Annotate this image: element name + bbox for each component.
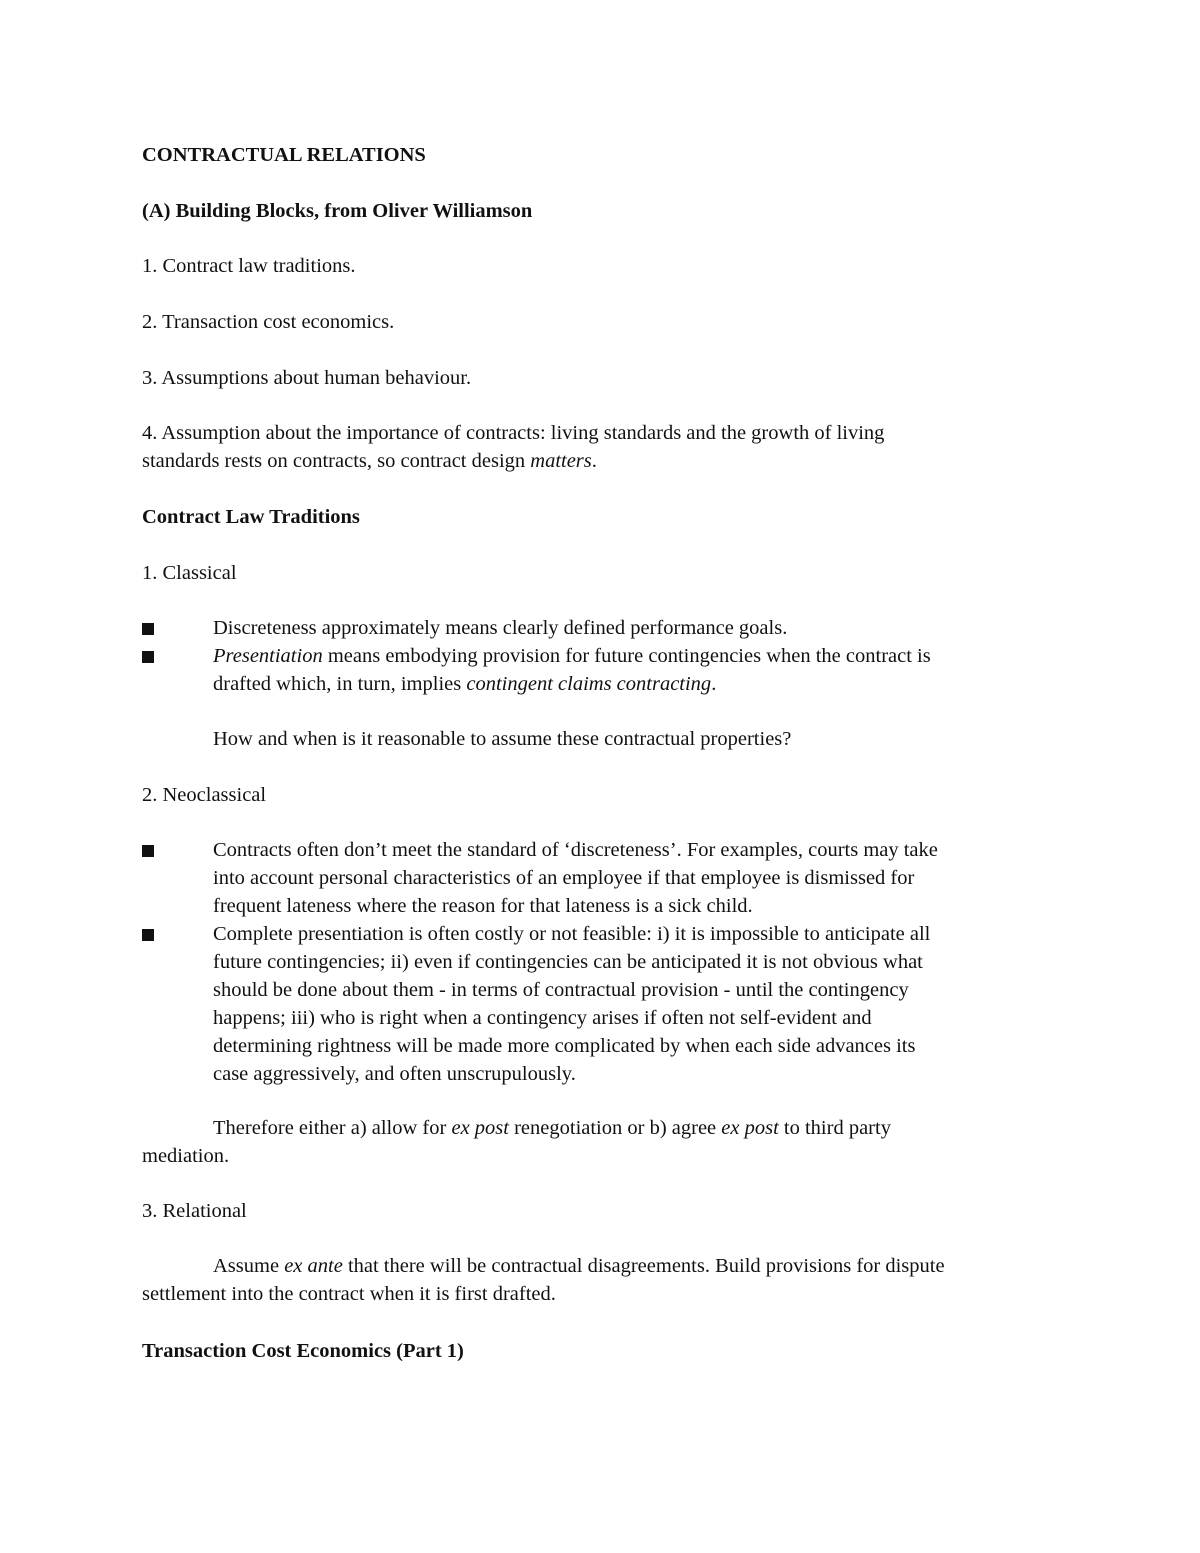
bullet-icon bbox=[142, 651, 154, 663]
bullet-text-continuation: future contingencies; ii) even if contingencies can be anticipated it is not obvious what bbox=[213, 951, 923, 973]
emphasis: ex post bbox=[451, 1117, 509, 1139]
list-item: 4. Assumption about the importance of contracts: living standards and the growth of living bbox=[142, 422, 885, 444]
bullet-icon bbox=[142, 623, 154, 635]
text-run: to third party bbox=[778, 1117, 891, 1139]
bullet-text bbox=[213, 642, 931, 670]
bullet-text-continuation: should be done about them - in terms of contractual provision - until the contingency bbox=[213, 979, 909, 1001]
bullet-icon bbox=[142, 929, 154, 941]
bullet-icon bbox=[142, 845, 154, 857]
bullet-text-continuation: case aggressively, and often unscrupulously. bbox=[213, 1063, 576, 1085]
neoclassical-label: 2. Neoclassical bbox=[142, 784, 267, 806]
bullet-text: Discreteness approximately means clearly defined performance goals. bbox=[213, 617, 788, 639]
bullet-text-continuation: determining rightness will be made more complicated by when each side advances its bbox=[213, 1035, 916, 1057]
therefore-paragraph bbox=[213, 1114, 891, 1142]
document-title: CONTRACTUAL RELATIONS bbox=[142, 144, 426, 166]
text-run: that there will be contractual disagreements. Build provisions for dispute bbox=[342, 1255, 945, 1277]
bullet-text-continuation: into account personal characteristics of an employee if that employee is dismissed for bbox=[213, 867, 915, 889]
list-item-continuation bbox=[142, 447, 597, 475]
emphasis: ex ante bbox=[284, 1255, 343, 1277]
classical-label: 1. Classical bbox=[142, 562, 237, 584]
bullet-text-continuation: frequent lateness where the reason for that lateness is a sick child. bbox=[213, 895, 753, 917]
contract-law-heading: Contract Law Traditions bbox=[142, 506, 360, 528]
text-run: standards rests on contracts, so contract design bbox=[142, 450, 531, 472]
emphasis: ex post bbox=[721, 1117, 779, 1139]
tce-heading: Transaction Cost Economics (Part 1) bbox=[142, 1340, 464, 1362]
bullet-text: Complete presentiation is often costly or not feasible: i) it is impossible to anticipate all bbox=[213, 923, 931, 945]
classical-question: How and when is it reasonable to assume these contractual properties? bbox=[213, 728, 792, 750]
text-run: . bbox=[711, 673, 717, 695]
list-item: 1. Contract law traditions. bbox=[142, 255, 356, 277]
bullet-text-continuation bbox=[213, 670, 716, 698]
list-item: 2. Transaction cost economics. bbox=[142, 311, 395, 333]
bullet-text-continuation: happens; iii) who is right when a contingency arises if often not self-evident and bbox=[213, 1007, 872, 1029]
text-run: means embodying provision for future contingencies when the contract is bbox=[322, 645, 931, 667]
bullet-text: Contracts often don’t meet the standard of ‘discreteness’. For examples, courts may take bbox=[213, 839, 938, 861]
therefore-paragraph-continuation: mediation. bbox=[142, 1145, 230, 1167]
emphasis: Presentiation bbox=[213, 645, 323, 667]
list-item: 3. Assumptions about human behaviour. bbox=[142, 367, 472, 389]
text-run: drafted which, in turn, implies bbox=[213, 673, 467, 695]
relational-paragraph-continuation: settlement into the contract when it is first drafted. bbox=[142, 1283, 556, 1305]
text-run: renegotiation or b) agree bbox=[508, 1117, 722, 1139]
relational-label: 3. Relational bbox=[142, 1200, 247, 1222]
relational-paragraph bbox=[213, 1252, 945, 1280]
text-run: Therefore either a) allow for bbox=[213, 1117, 452, 1139]
emphasis: matters bbox=[530, 450, 592, 472]
emphasis: contingent claims contracting bbox=[466, 673, 712, 695]
text-run: Assume bbox=[213, 1255, 285, 1277]
text-run: . bbox=[591, 450, 597, 472]
section-a-heading: (A) Building Blocks, from Oliver Williamson bbox=[142, 200, 533, 222]
